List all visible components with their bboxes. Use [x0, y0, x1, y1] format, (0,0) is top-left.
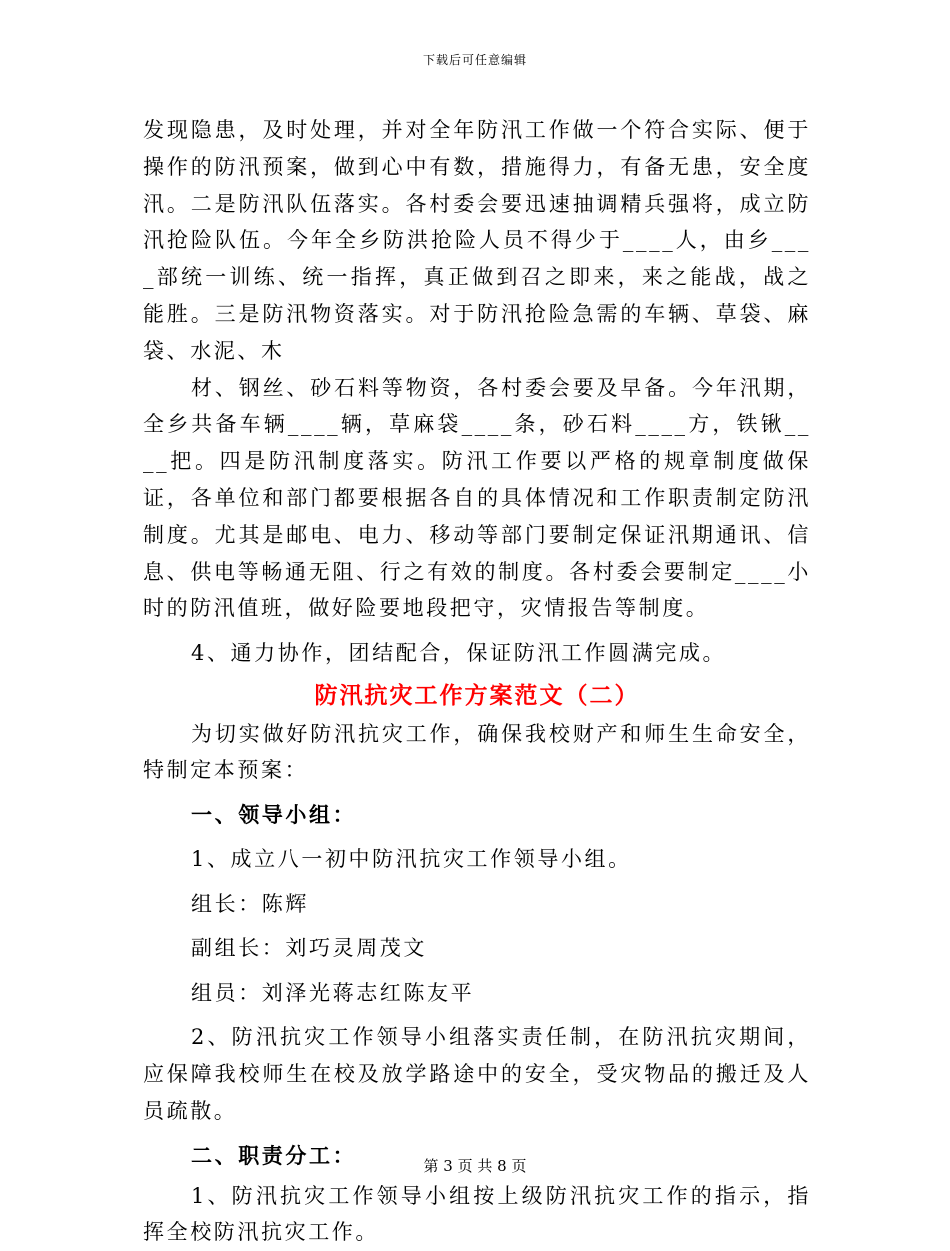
list-item: 4、通力协作，团结配合，保证防汛工作圆满完成。: [191, 641, 727, 666]
list-item: 副组长：刘巧灵周茂文: [191, 936, 427, 961]
paragraph: 为切实做好防汛抗灾工作，确保我校财产和师生生命安全，特制定本预案：: [143, 721, 811, 783]
section-title: 防汛抗灾工作方案范文（二）: [314, 681, 640, 709]
list-item: 组长：陈辉: [191, 891, 309, 916]
paragraph: 2、防汛抗灾工作领导小组落实责任制，在防汛抗灾期间，应保障我校师生在校及放学路途中的安全，受灾物品的搬迁及人员疏散。: [143, 1025, 811, 1123]
paragraph: 材、钢丝、砂石料等物资，各村委会要及早备。今年汛期，全乡共备车辆____辆，草麻袋____条，砂石料____方，铁锹____把。四是防汛制度落实。防汛工作要以严格的规章制度做保证，各单位和部门都要根据各自的具体情况和工作职责制定防汛制度。尤其是邮电、电力、移动等部门要制定保证汛期通讯、信息、供电等畅通无阻、行之有效的制度。各村委会要制定____小时的防汛值班，做好险要地段把守，灾情报告等制度。: [143, 375, 811, 621]
list-item: 组员：刘泽光蒋志红陈友平: [191, 980, 475, 1005]
document-body: [143, 112, 811, 1251]
list-item: 1、成立八一初中防汛抗灾工作领导小组。: [191, 847, 632, 872]
page-number: 第 3 页 共 8 页: [423, 1157, 527, 1175]
paragraph: 发现隐患，及时处理，并对全年防汛工作做一个符合实际、便于操作的防汛预案，做到心中有数，措施得力，有备无患，安全度汛。二是防汛队伍落实。各村委会要迅速抽调精兵强将，成立防汛抢险队伍。今年全乡防洪抢险人员不得少于____人，由乡____部统一训练、统一指挥，真正做到召之即来，来之能战，战之能胜。三是防汛物资落实。对于防汛抢险急需的车辆、草袋、麻袋、水泥、木: [143, 118, 811, 363]
page-header-note: 下载后可任意编辑: [422, 53, 527, 67]
section-heading: 一、领导小组：: [191, 802, 357, 828]
paragraph: 1、防汛抗灾工作领导小组按上级防汛抗灾工作的指示，指挥全校防汛抗灾工作。: [143, 1183, 811, 1245]
section-heading: 二、职责分工：: [191, 1142, 357, 1168]
